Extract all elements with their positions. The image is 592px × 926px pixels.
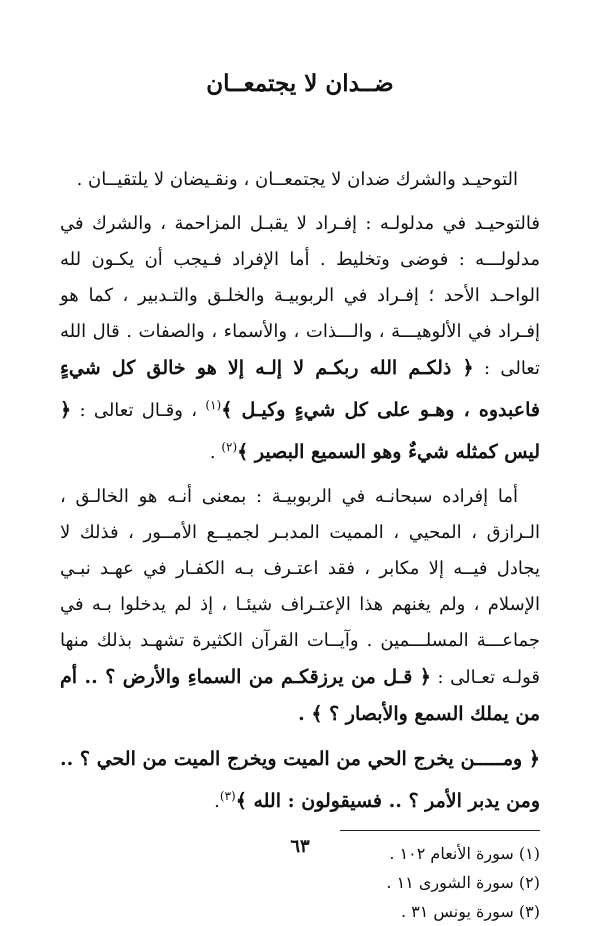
paragraph-tawhid-definition: [60, 206, 540, 471]
quran-verse-yunus-part1: ﴿ قـل من يرزقكـم من السماءِ والأرض ؟ .. أم من يملك السمع والأبصار ؟ ﴾ .: [60, 666, 540, 725]
quran-verse-shura: ﴿ ليس كمثله شيءٌ وهو السميع البصير ﴾: [60, 399, 540, 463]
quran-verse-anam: ﴿ ذلكـم الله ربكـم لا إلـه إلا هو خالق كل شيءٍ فاعبدوه ، وهـو على كل شيءٍ وكيـل ﴾: [60, 357, 540, 421]
paragraph-rububiyya-lead: أما إفراده سبحانـه في الربوبيـة : بمعنى أنـه هو الخالـق ، الـرازق ، المحيي ، المميت المدبـر لجميــع الأمــور ، فذلك لا يجادل فيــه إلا مكابر ، فقد اعتـرف بـه الكفـار في عهـد نبـي الإسلام ، ولم يغنهم هذا الإعتـراف شيئـا ، إذ لم يدخلوا بـه في جماعـــة المسلـــمين . وآيــات القرآن الكثيرة تشهـد بذلك منها قولـه تعـالى :: [60, 486, 540, 688]
footnote-item: (١) سورة الأنعام ١٠٢ .: [389, 844, 540, 863]
paragraph-tawhid-lead: فالتوحيـد في مدلولـه : إفـراد لا يقبـل المزاحمة ، والشرك في مدلولـــه : فوضى وتخليط . أما الإفراد فـيجب أن يكـون لله الواحـد الأحد ؛ إفـراد في الربوبيـة والخلـق والتـدبير ، كما هو إفـراد في الألوهيـــة ، والـــذات ، والأسماء ، والصفات . قال الله تعالى :: [60, 213, 540, 379]
page-number: ٦٣: [290, 836, 310, 857]
paragraph-intro: [60, 162, 540, 198]
paragraph-verse-end: .: [214, 791, 220, 812]
quran-verse-yunus-part2: ﴿ ومـــــن يخرج الحي من الميت ويخرج الميت من الحي ؟ .. ومن يدبر الأمر ؟ .. فسيقولون : الله ﴾: [60, 748, 540, 812]
footnote-ref-2: (٢): [221, 440, 238, 454]
paragraph-rububiyya: [60, 479, 540, 733]
book-page: [60, 60, 540, 921]
paragraph-tawhid-end: .: [209, 442, 216, 463]
paragraph-intro-text: التوحيـد والشرك ضدان لا يجتمعــان ، ونقـيضان لا يلتقيــان .: [76, 169, 518, 190]
footnote-ref-3: (٣): [219, 789, 236, 803]
footnote-item: (٢) سورة الشورى ١١ .: [386, 873, 540, 892]
footnote-ref-1: (١): [205, 398, 222, 412]
paragraph-tawhid-mid: ، وقـال تعالى :: [79, 400, 198, 421]
footnote-divider: [340, 830, 540, 831]
footnote-item: (٣) سورة يونس ٣١ .: [400, 902, 540, 921]
paragraph-verse-continuation: [60, 741, 540, 820]
chapter-title: ضــدان لا يجتمعــان: [206, 70, 394, 97]
